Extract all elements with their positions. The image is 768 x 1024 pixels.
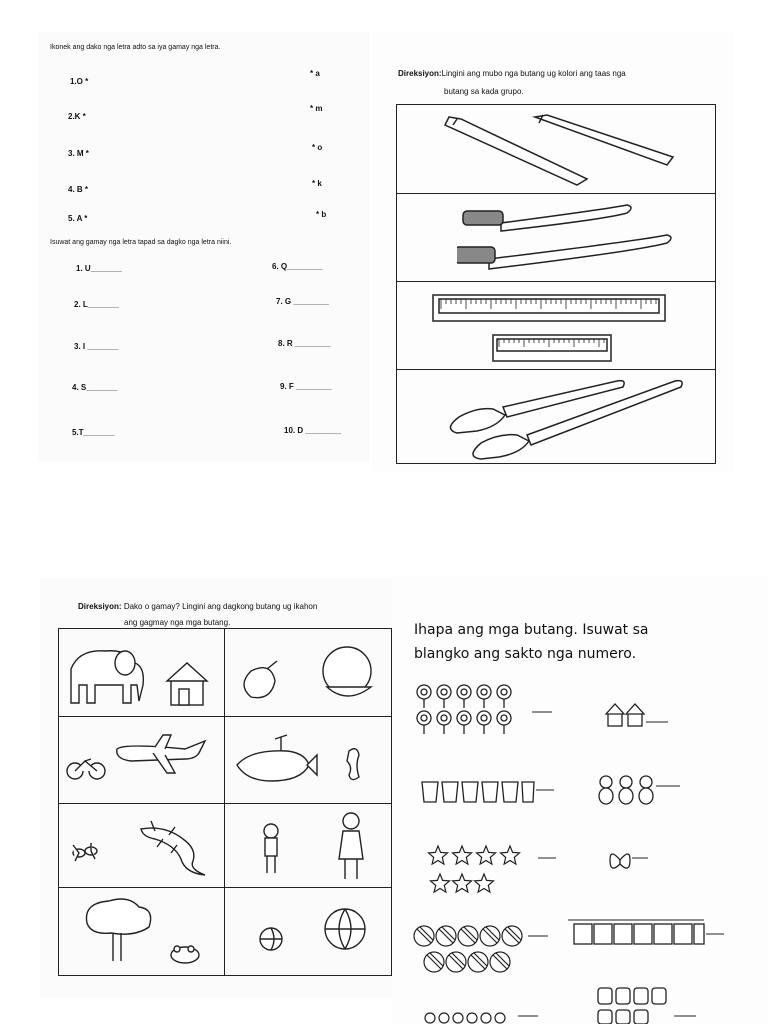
direction-text <box>78 602 317 611</box>
left-item-1: 1.O * <box>70 77 89 86</box>
divider <box>59 887 391 888</box>
boy-girl-icon <box>231 807 381 883</box>
crayon-boxes-group-icon <box>568 916 728 950</box>
write-item-9[interactable]: 9. F ________ <box>280 382 332 391</box>
divider <box>224 629 225 975</box>
write-item-1[interactable]: 1. U_______ <box>76 264 122 273</box>
houses-group-icon <box>604 702 694 732</box>
elephant-house-icon <box>65 645 215 709</box>
mango-watermelon-icon <box>231 641 381 711</box>
bicycle-airplane-icon <box>65 733 215 793</box>
write-item-7[interactable]: 7. G ________ <box>276 297 329 306</box>
right-item-1: * a <box>310 69 320 78</box>
write-item-5[interactable]: 5.T_______ <box>72 428 115 437</box>
direction-label: Direksiyon: <box>398 69 442 78</box>
bags-group-icon <box>592 980 702 1024</box>
worksheet-counting <box>392 576 768 1024</box>
divider <box>397 281 715 282</box>
left-item-4: 4. B * <box>68 185 89 194</box>
instruction-connect: Ikonek ang dako nga letra adto sa iya gamay nga letra. <box>50 44 221 51</box>
ant-lizard-icon <box>65 815 215 879</box>
small-ball-big-ball-icon <box>249 899 379 965</box>
paintbrush-pair-icon <box>437 373 697 463</box>
right-item-5: * b <box>316 210 327 219</box>
left-item-5: 5. A * <box>68 214 88 223</box>
flowers-group-icon <box>422 1008 552 1024</box>
direction-line-1: Dako o gamay? Lingini ang dagkong butang ug ikahon <box>123 602 318 611</box>
worksheet-long-short <box>372 32 734 472</box>
picture-grid <box>58 628 392 976</box>
divider <box>59 716 391 717</box>
direction-label: Direksiyon: <box>78 602 122 611</box>
worksheet-letter-matching <box>38 32 370 462</box>
right-item-2: * m <box>310 104 323 113</box>
balls-group-icon <box>412 922 552 982</box>
ruler-pair-icon <box>427 285 667 369</box>
teddy-bears-group-icon <box>596 772 696 806</box>
write-item-4[interactable]: 4. S_______ <box>72 383 118 392</box>
direction-line-1: Lingini ang mubo nga butang ug kolori ang taas nga <box>441 69 626 78</box>
write-item-10[interactable]: 10. D ________ <box>284 426 341 435</box>
right-item-3: * o <box>312 143 323 152</box>
divider <box>397 193 715 194</box>
direction-line-2: ang gagmay nga mga butang. <box>124 618 231 627</box>
right-item-4: * k <box>312 179 322 188</box>
tree-frog-icon <box>79 893 209 973</box>
direction-line-2: butang sa kada grupo. <box>444 87 524 96</box>
left-item-3: 3. M * <box>68 149 89 158</box>
write-item-6[interactable]: 6. Q________ <box>272 262 323 271</box>
whale-seahorse-icon <box>231 725 381 793</box>
stars-group-icon <box>426 842 556 898</box>
title-line-2: blangko ang sakto nga numero. <box>414 646 637 662</box>
lollipops-group-icon <box>414 682 554 738</box>
write-item-3[interactable]: 3. I _______ <box>74 342 119 351</box>
instruction-write: Isuwat ang gamay nga letra tapad sa dagko nga letra niini. <box>50 239 232 246</box>
direction-text <box>398 69 626 78</box>
items-grid <box>396 104 716 464</box>
divider <box>59 803 391 804</box>
write-item-2[interactable]: 2. L_______ <box>74 300 119 309</box>
divider <box>397 369 715 370</box>
butterfly-icon <box>608 846 668 876</box>
title-line-1: Ihapa ang mga butang. Isuwat sa <box>414 622 649 638</box>
left-item-2: 2.K * <box>68 112 86 121</box>
pencil-pair-icon <box>437 113 707 187</box>
write-item-8[interactable]: 8. R ________ <box>278 339 331 348</box>
toothbrush-pair-icon <box>457 197 717 277</box>
cups-group-icon <box>418 776 558 806</box>
worksheet-big-small <box>40 578 392 998</box>
